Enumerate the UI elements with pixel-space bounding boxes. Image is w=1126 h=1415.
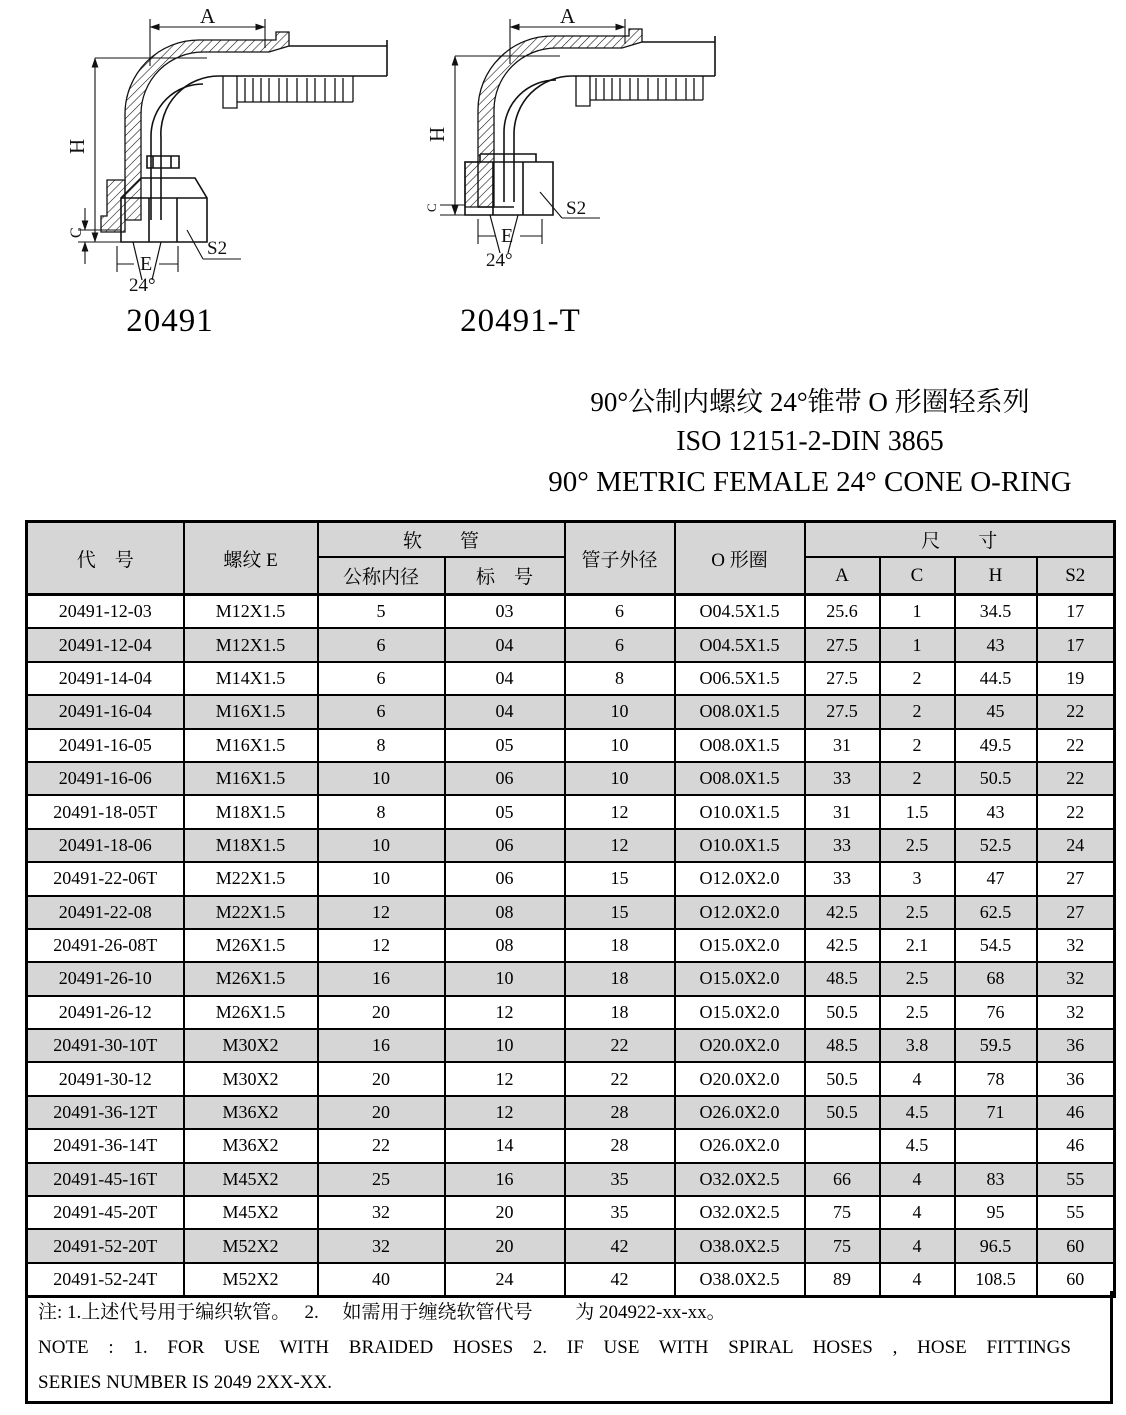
table-cell: 2.5	[880, 829, 955, 862]
table-cell: 42	[565, 1229, 675, 1262]
table-row	[27, 1062, 1115, 1095]
table-cell: 05	[445, 729, 565, 762]
title-english: 90° METRIC FEMALE 24° CONE O-RING	[548, 466, 1072, 498]
table-cell: 24	[1037, 829, 1115, 862]
title-block	[480, 382, 1126, 502]
table-cell: 4	[880, 1229, 955, 1262]
table-cell: 24	[445, 1263, 565, 1297]
table-cell: 48.5	[805, 962, 880, 995]
table-cell: 83	[955, 1163, 1037, 1196]
table-cell: 2	[880, 762, 955, 795]
table-cell: 108.5	[955, 1263, 1037, 1297]
table-cell: 20491-36-14T	[27, 1129, 184, 1162]
spec-table	[25, 520, 1116, 1298]
table-cell: 22	[1037, 729, 1115, 762]
table-cell: O38.0X2.5	[675, 1263, 805, 1297]
table-cell: 12	[318, 929, 445, 962]
table-row	[27, 762, 1115, 795]
table-cell: 2.5	[880, 996, 955, 1029]
table-cell: M14X1.5	[184, 662, 318, 695]
table-cell: 28	[565, 1096, 675, 1129]
table-cell: 8	[318, 729, 445, 762]
table-cell: 20	[318, 996, 445, 1029]
col-header-s2: S2	[1037, 557, 1115, 595]
table-cell	[805, 1129, 880, 1162]
dim-label-s2: S2	[566, 198, 587, 219]
table-cell: 20491-26-08T	[27, 929, 184, 962]
table-cell: 60	[1037, 1229, 1115, 1262]
table-cell: 10	[565, 762, 675, 795]
table-cell: 31	[805, 729, 880, 762]
table-cell: 10	[318, 829, 445, 862]
table-cell: M36X2	[184, 1129, 318, 1162]
table-cell: 12	[445, 1062, 565, 1095]
table-cell: M18X1.5	[184, 829, 318, 862]
table-cell: M36X2	[184, 1096, 318, 1129]
table-cell: M26X1.5	[184, 929, 318, 962]
table-row	[27, 595, 1115, 629]
table-cell: 20491-36-12T	[27, 1096, 184, 1129]
dim-label-a: A	[560, 4, 576, 28]
table-cell: 20	[445, 1196, 565, 1229]
table-cell: 20491-22-06T	[27, 862, 184, 895]
table-cell: 32	[318, 1196, 445, 1229]
table-cell: 10	[318, 862, 445, 895]
table-cell: O20.0X2.0	[675, 1029, 805, 1062]
table-cell: M30X2	[184, 1062, 318, 1095]
dim-label-angle: 24°	[129, 275, 156, 294]
table-cell: 32	[318, 1229, 445, 1262]
table-row	[27, 695, 1115, 728]
table-cell: 20491-45-16T	[27, 1163, 184, 1196]
notes-box	[25, 1291, 1113, 1404]
table-cell: M26X1.5	[184, 996, 318, 1029]
table-row	[27, 1163, 1115, 1196]
dim-label-h: H	[425, 126, 449, 142]
table-row	[27, 896, 1115, 929]
table-cell: 36	[1037, 1029, 1115, 1062]
table-cell: 47	[955, 862, 1037, 895]
table-cell: 15	[565, 862, 675, 895]
table-cell: 55	[1037, 1196, 1115, 1229]
col-header-hose-group: 软 管	[318, 522, 565, 558]
table-cell: 75	[805, 1229, 880, 1262]
table-cell: 20491-52-20T	[27, 1229, 184, 1262]
table-cell: 2.5	[880, 962, 955, 995]
table-cell: 28	[565, 1129, 675, 1162]
table-cell: 2	[880, 662, 955, 695]
table-cell: M12X1.5	[184, 628, 318, 661]
table-cell: O08.0X1.5	[675, 762, 805, 795]
table-cell: M22X1.5	[184, 862, 318, 895]
table-row	[27, 996, 1115, 1029]
dim-label-s2: S2	[207, 238, 228, 259]
table-cell: 33	[805, 862, 880, 895]
table-cell: 06	[445, 862, 565, 895]
table-cell: 46	[1037, 1129, 1115, 1162]
table-cell: 20491-12-03	[27, 595, 184, 629]
table-cell: 20	[445, 1229, 565, 1262]
table-cell: 19	[1037, 662, 1115, 695]
table-cell: 50.5	[805, 1096, 880, 1129]
table-cell: 04	[445, 628, 565, 661]
table-cell: 16	[318, 1029, 445, 1062]
title-iso-standard: ISO 12151-2-DIN 3865	[676, 426, 944, 457]
table-cell	[955, 1129, 1037, 1162]
table-cell: 8	[318, 795, 445, 828]
table-cell: 20	[318, 1062, 445, 1095]
note-english-1: NOTE : 1. FOR USE WITH BRAIDED HOSES 2. IF USE WITH SPIRAL HOSES , HOSE FITTINGS	[38, 1337, 1071, 1358]
table-cell: 04	[445, 695, 565, 728]
table-cell: 48.5	[805, 1029, 880, 1062]
table-cell: 10	[565, 695, 675, 728]
table-row	[27, 628, 1115, 661]
table-row	[27, 795, 1115, 828]
col-header-hose-mark: 标 号	[445, 557, 565, 595]
table-row	[27, 962, 1115, 995]
table-cell: O12.0X2.0	[675, 862, 805, 895]
table-cell: 75	[805, 1196, 880, 1229]
table-cell: 32	[1037, 996, 1115, 1029]
table-cell: 27.5	[805, 628, 880, 661]
table-cell: 20491-52-24T	[27, 1263, 184, 1297]
table-cell: 22	[1037, 795, 1115, 828]
table-cell: 27.5	[805, 662, 880, 695]
table-cell: 78	[955, 1062, 1037, 1095]
table-cell: 50.5	[955, 762, 1037, 795]
table-cell: O08.0X1.5	[675, 729, 805, 762]
table-cell: O12.0X2.0	[675, 896, 805, 929]
table-cell: M16X1.5	[184, 729, 318, 762]
table-row	[27, 1229, 1115, 1262]
table-cell: 2.5	[880, 896, 955, 929]
dim-label-c: C	[424, 203, 439, 212]
table-cell: 20491-14-04	[27, 662, 184, 695]
table-cell: 20491-18-05T	[27, 795, 184, 828]
table-cell: 42	[565, 1263, 675, 1297]
table-cell: 12	[318, 896, 445, 929]
col-header-c: C	[880, 557, 955, 595]
table-cell: M45X2	[184, 1163, 318, 1196]
table-cell: 5	[318, 595, 445, 629]
table-cell: 33	[805, 762, 880, 795]
fitting-outline	[465, 29, 715, 253]
table-cell: O10.0X1.5	[675, 795, 805, 828]
technical-drawing-20491-t	[420, 2, 750, 274]
note-chinese: 注: 1.上述代号用于编织软管。 2. 如需用于缠绕软管代号 为 204922-xx-xx。	[38, 1302, 726, 1323]
table-row	[27, 729, 1115, 762]
table-cell: 03	[445, 595, 565, 629]
table-cell: 71	[955, 1096, 1037, 1129]
table-cell: 6	[318, 662, 445, 695]
table-cell: 62.5	[955, 896, 1037, 929]
table-cell: 22	[318, 1129, 445, 1162]
table-cell: 55	[1037, 1163, 1115, 1196]
table-cell: 10	[445, 1029, 565, 1062]
col-header-a: A	[805, 557, 880, 595]
table-cell: 14	[445, 1129, 565, 1162]
table-cell: M12X1.5	[184, 595, 318, 629]
table-cell: M26X1.5	[184, 962, 318, 995]
table-cell: 27	[1037, 896, 1115, 929]
table-cell: 59.5	[955, 1029, 1037, 1062]
dim-label-h: H	[65, 138, 89, 154]
table-cell: 05	[445, 795, 565, 828]
table-cell: 04	[445, 662, 565, 695]
table-cell: O08.0X1.5	[675, 695, 805, 728]
table-cell: 22	[565, 1029, 675, 1062]
table-cell: 10	[318, 762, 445, 795]
table-cell: 16	[318, 962, 445, 995]
table-cell: 4	[880, 1263, 955, 1297]
table-cell: 43	[955, 628, 1037, 661]
table-cell: 42.5	[805, 929, 880, 962]
table-cell: M16X1.5	[184, 695, 318, 728]
table-row	[27, 862, 1115, 895]
table-cell: 20491-12-04	[27, 628, 184, 661]
table-cell: 27.5	[805, 695, 880, 728]
table-cell: 16	[445, 1163, 565, 1196]
table-cell: 6	[565, 595, 675, 629]
table-cell: M18X1.5	[184, 795, 318, 828]
table-cell: 10	[445, 962, 565, 995]
technical-drawing-20491	[55, 2, 400, 294]
table-cell: 25	[318, 1163, 445, 1196]
table-cell: 2	[880, 695, 955, 728]
table-cell: 68	[955, 962, 1037, 995]
table-cell: 17	[1037, 628, 1115, 661]
table-cell: 22	[1037, 695, 1115, 728]
table-cell: O10.0X1.5	[675, 829, 805, 862]
table-cell: 08	[445, 929, 565, 962]
table-cell: M16X1.5	[184, 762, 318, 795]
table-cell: 1	[880, 628, 955, 661]
table-cell: 45	[955, 695, 1037, 728]
table-cell: O32.0X2.5	[675, 1196, 805, 1229]
table-cell: 4.5	[880, 1096, 955, 1129]
table-cell: 42.5	[805, 896, 880, 929]
table-cell: 1.5	[880, 795, 955, 828]
table-cell: O15.0X2.0	[675, 929, 805, 962]
table-body	[27, 595, 1115, 1297]
table-cell: 6	[565, 628, 675, 661]
table-cell: O26.0X2.0	[675, 1096, 805, 1129]
table-cell: 6	[318, 628, 445, 661]
table-cell: 2.1	[880, 929, 955, 962]
dim-label-e: E	[501, 225, 514, 247]
table-cell: 52.5	[955, 829, 1037, 862]
table-cell: 89	[805, 1263, 880, 1297]
table-cell: 20491-30-12	[27, 1062, 184, 1095]
table-cell: 44.5	[955, 662, 1037, 695]
table-cell: 4	[880, 1163, 955, 1196]
table-cell: 25.6	[805, 595, 880, 629]
table-cell: M52X2	[184, 1263, 318, 1297]
part-number-20491-t: 20491-T	[460, 303, 581, 339]
table-cell: 36	[1037, 1062, 1115, 1095]
table-cell: O04.5X1.5	[675, 628, 805, 661]
table-cell: 49.5	[955, 729, 1037, 762]
table-cell: 50.5	[805, 1062, 880, 1095]
table-cell: 60	[1037, 1263, 1115, 1297]
table-cell: O20.0X2.0	[675, 1062, 805, 1095]
table-row	[27, 1029, 1115, 1062]
table-cell: 8	[565, 662, 675, 695]
table-cell: 08	[445, 896, 565, 929]
table-cell: 20491-26-12	[27, 996, 184, 1029]
table-row	[27, 1196, 1115, 1229]
table-cell: O15.0X2.0	[675, 962, 805, 995]
table-cell: 06	[445, 829, 565, 862]
table-cell: 66	[805, 1163, 880, 1196]
table-cell: O15.0X2.0	[675, 996, 805, 1029]
table-cell: O32.0X2.5	[675, 1163, 805, 1196]
table-row	[27, 829, 1115, 862]
table-cell: O38.0X2.5	[675, 1229, 805, 1262]
col-header-code: 代 号	[27, 522, 184, 595]
table-cell: 10	[565, 729, 675, 762]
col-header-tube-od: 管子外径	[565, 522, 675, 595]
note-english-2: SERIES NUMBER IS 2049 2XX-XX.	[38, 1372, 332, 1393]
table-cell: O06.5X1.5	[675, 662, 805, 695]
table-cell: 2	[880, 729, 955, 762]
table-cell: M22X1.5	[184, 896, 318, 929]
table-cell: 4	[880, 1062, 955, 1095]
table-cell: M45X2	[184, 1196, 318, 1229]
table-cell: 1	[880, 595, 955, 629]
col-header-oring: O 形圈	[675, 522, 805, 595]
table-header	[27, 522, 1115, 595]
table-cell: 4	[880, 1196, 955, 1229]
table-cell: 18	[565, 962, 675, 995]
table-cell: 46	[1037, 1096, 1115, 1129]
dim-label-c: C	[68, 227, 85, 238]
table-cell: 12	[445, 996, 565, 1029]
table-cell: 32	[1037, 962, 1115, 995]
table-cell: 4.5	[880, 1129, 955, 1162]
table-cell: 31	[805, 795, 880, 828]
dim-label-e: E	[140, 253, 153, 275]
table-cell: 40	[318, 1263, 445, 1297]
table-cell: 43	[955, 795, 1037, 828]
table-cell: 54.5	[955, 929, 1037, 962]
col-header-dims-group: 尺 寸	[805, 522, 1115, 558]
table-cell: 17	[1037, 595, 1115, 629]
table-cell: 20	[318, 1096, 445, 1129]
table-cell: 12	[565, 795, 675, 828]
table-row	[27, 1129, 1115, 1162]
table-cell: 32	[1037, 929, 1115, 962]
table-cell: 22	[565, 1062, 675, 1095]
table-cell: 20491-45-20T	[27, 1196, 184, 1229]
table-cell: 76	[955, 996, 1037, 1029]
table-cell: 27	[1037, 862, 1115, 895]
table-cell: 96.5	[955, 1229, 1037, 1262]
table-cell: 18	[565, 996, 675, 1029]
dim-label-angle: 24°	[486, 250, 513, 271]
table-cell: 15	[565, 896, 675, 929]
table-row	[27, 662, 1115, 695]
table-cell: M30X2	[184, 1029, 318, 1062]
table-cell: 20491-16-05	[27, 729, 184, 762]
table-cell: 20491-30-10T	[27, 1029, 184, 1062]
table-cell: 34.5	[955, 595, 1037, 629]
table-cell: 6	[318, 695, 445, 728]
table-cell: O26.0X2.0	[675, 1129, 805, 1162]
table-cell: O04.5X1.5	[675, 595, 805, 629]
table-cell: 3.8	[880, 1029, 955, 1062]
table-cell: 20491-26-10	[27, 962, 184, 995]
table-row	[27, 1096, 1115, 1129]
table-row	[27, 929, 1115, 962]
table-cell: 3	[880, 862, 955, 895]
fitting-outline	[101, 32, 387, 280]
col-header-thread: 螺纹 E	[184, 522, 318, 595]
table-cell: 35	[565, 1163, 675, 1196]
table-cell: M52X2	[184, 1229, 318, 1262]
table-cell: 12	[565, 829, 675, 862]
table-cell: 33	[805, 829, 880, 862]
dim-label-a: A	[200, 4, 216, 28]
col-header-h: H	[955, 557, 1037, 595]
table-cell: 20491-16-04	[27, 695, 184, 728]
table-cell: 22	[1037, 762, 1115, 795]
table-cell: 35	[565, 1196, 675, 1229]
table-cell: 50.5	[805, 996, 880, 1029]
table-cell: 20491-22-08	[27, 896, 184, 929]
table-cell: 18	[565, 929, 675, 962]
table-cell: 20491-16-06	[27, 762, 184, 795]
table-cell: 12	[445, 1096, 565, 1129]
table-cell: 95	[955, 1196, 1037, 1229]
title-chinese: 90°公制内螺纹 24°锥带 O 形圈轻系列	[590, 387, 1030, 417]
table-cell: 06	[445, 762, 565, 795]
table-cell: 20491-18-06	[27, 829, 184, 862]
col-header-hose-id: 公称内径	[318, 557, 445, 595]
part-number-20491: 20491	[126, 303, 214, 339]
